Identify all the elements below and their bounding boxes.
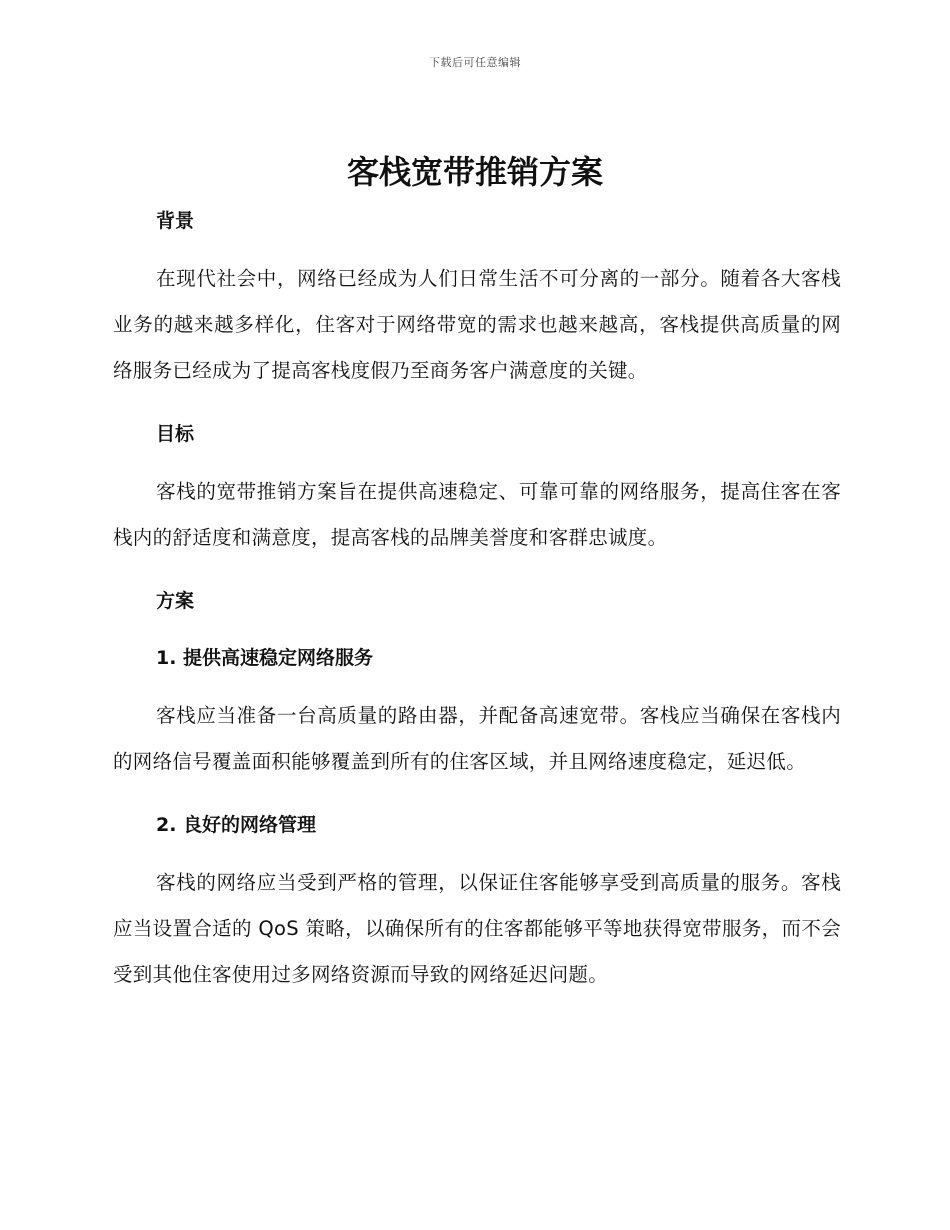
plan-item-paragraph-1: 客栈应当准备一台高质量的路由器，并配备高速宽带。客栈应当确保在客栈内的网络信号覆盖面积能够覆盖到所有的住客区域，并且网络速度稳定，延迟低。 bbox=[113, 704, 841, 773]
section-heading-background: 背景 bbox=[156, 210, 195, 232]
section-heading-goal: 目标 bbox=[156, 423, 195, 445]
plan-item-heading-1: 1. 提供高速稳定网络服务 bbox=[156, 647, 374, 669]
document-title: 客栈宽带推销方案 bbox=[346, 153, 603, 191]
section-heading-plan: 方案 bbox=[156, 590, 195, 612]
page-header-note: 下载后可任意编辑 bbox=[429, 56, 521, 69]
plan-item-heading-2: 2. 良好的网络管理 bbox=[156, 814, 317, 836]
plan-item-paragraph-2: 客栈的网络应当受到严格的管理，以保证住客能够享受到高质量的服务。客栈应当设置合适的 QoS 策略，以确保所有的住客都能够平等地获得宽带服务，而不会受到其他住客使用过多网络资源而导致的网络延迟问题。 bbox=[113, 871, 841, 986]
paragraph-goal: 客栈的宽带推销方案旨在提供高速稳定、可靠可靠的网络服务，提高住客在客栈内的舒适度和满意度，提高客栈的品牌美誉度和客群忠诚度。 bbox=[113, 480, 841, 549]
document-body bbox=[113, 204, 841, 998]
paragraph-background: 在现代社会中，网络已经成为人们日常生活不可分离的一部分。随着各大客栈业务的越来越多样化，住客对于网络带宽的需求也越来越高，客栈提供高质量的网络服务已经成为了提高客栈度假乃至商务客户满意度的关键。 bbox=[113, 267, 841, 382]
